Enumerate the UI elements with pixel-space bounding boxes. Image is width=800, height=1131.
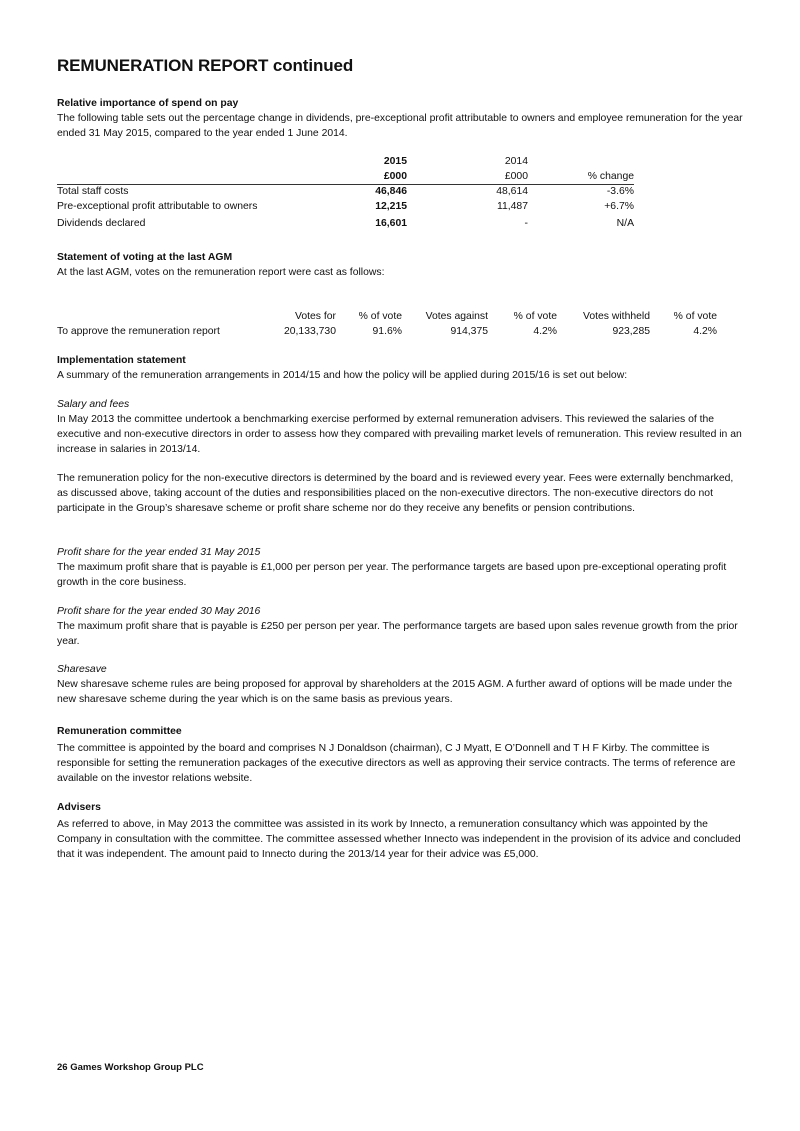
row-2015: 16,601 bbox=[375, 218, 407, 229]
voting-heading: Statement of voting at the last AGM bbox=[57, 252, 233, 263]
votes-for-pct: 91.6% bbox=[372, 326, 402, 337]
implementation-intro: A summary of the remuneration arrangements in 2014/15 and how the policy will be applied during 2015/16 is set out below: bbox=[57, 370, 628, 381]
col-year-2014: 2014 bbox=[504, 156, 528, 167]
row-change: N/A bbox=[616, 218, 634, 229]
spend-table bbox=[57, 154, 747, 234]
implementation-heading: Implementation statement bbox=[57, 355, 186, 366]
votes-withheld-pct: 4.2% bbox=[693, 326, 717, 337]
salary-paragraph-2: The remuneration policy for the non-executive directors is determined by the board and is reviewed every year. Fees were externally benchmarked, as discussed above, taking account of the duties and responsibilities placed on the non-executive directors. The non-executive directors do not participate in the Group’s sharesave scheme or profit share scheme nor do they receive any benefits or pension contributions. bbox=[57, 473, 734, 514]
row-2015: 12,215 bbox=[375, 201, 407, 212]
spend-intro: The following table sets out the percentage change in dividends, pre-exceptional profit attributable to owners and employee remuneration for the year ended 31 May 2015, compared to the year ended 1 June 2014. bbox=[57, 113, 743, 139]
row-label: To approve the remuneration report bbox=[57, 326, 220, 337]
row-change: +6.7% bbox=[604, 201, 634, 212]
row-2014: 11,487 bbox=[496, 201, 528, 212]
row-label: Pre-exceptional profit attributable to owners bbox=[57, 201, 258, 212]
votes-against: 914,375 bbox=[450, 326, 488, 337]
col-change: % change bbox=[587, 171, 634, 182]
advisers-section bbox=[57, 800, 747, 862]
advisers-heading: Advisers bbox=[57, 802, 101, 813]
row-label: Dividends declared bbox=[57, 218, 146, 229]
committee-text: The committee is appointed by the board and comprises N J Donaldson (chairman), C J Myatt, E O’Donnell and T H F Kirby. The committee is responsible for setting the remuneration packages of the executive directors as well as approving their service contracts. The terms of reference are available on the investor relations website. bbox=[57, 743, 736, 784]
profit-2016-heading: Profit share for the year ended 30 May 2016 bbox=[57, 606, 261, 617]
voting-header: % of vote bbox=[513, 311, 557, 322]
page-footer: 26 Games Workshop Group PLC bbox=[57, 1062, 204, 1073]
row-2014: - bbox=[524, 218, 528, 229]
votes-withheld: 923,285 bbox=[612, 326, 650, 337]
sharesave-section bbox=[57, 662, 747, 707]
col-unit-2015: £000 bbox=[383, 171, 407, 182]
votes-for: 20,133,730 bbox=[283, 326, 336, 337]
salary-paragraph-1: In May 2013 the committee undertook a benchmarking exercise performed by external remuneration advisers. This reviewed the salaries of the executive and non-executive directors in order to assess how they compared with prevailing market levels of remuneration. This review resulted in an increase in salaries in 2013/14. bbox=[57, 414, 742, 455]
profit-2015-section bbox=[57, 545, 747, 590]
voting-section bbox=[57, 250, 747, 280]
table-rule bbox=[57, 184, 634, 185]
spend-section bbox=[57, 96, 747, 141]
voting-header: % of vote bbox=[358, 311, 402, 322]
voting-header: % of vote bbox=[673, 311, 717, 322]
implementation-section bbox=[57, 353, 747, 383]
voting-header: Votes withheld bbox=[582, 311, 650, 322]
sharesave-text: New sharesave scheme rules are being proposed for approval by shareholders at the 2015 AGM. A further award of options will be made under the new sharesave scheme during the year which is on the same basis as previous years. bbox=[57, 679, 733, 705]
row-label: Total staff costs bbox=[57, 186, 129, 197]
profit-2016-section bbox=[57, 604, 747, 649]
salary-section-2 bbox=[57, 471, 747, 516]
row-2015: 46,846 bbox=[375, 186, 407, 197]
profit-2015-text: The maximum profit share that is payable is £1,000 per person per year. The performance targets are based upon pre-exceptional operating profit growth in the core business. bbox=[57, 562, 727, 588]
salary-heading: Salary and fees bbox=[57, 399, 130, 410]
voting-intro: At the last AGM, votes on the remuneration report were cast as follows: bbox=[57, 267, 385, 278]
profit-2015-heading: Profit share for the year ended 31 May 2015 bbox=[57, 547, 261, 558]
row-2014: 48,614 bbox=[496, 186, 528, 197]
spend-heading: Relative importance of spend on pay bbox=[57, 98, 239, 109]
salary-section bbox=[57, 397, 747, 457]
committee-section bbox=[57, 724, 747, 786]
col-year-2015: 2015 bbox=[383, 156, 407, 167]
page-title: REMUNERATION REPORT continued bbox=[57, 56, 354, 75]
voting-header: Votes against bbox=[425, 311, 488, 322]
voting-header: Votes for bbox=[294, 311, 336, 322]
votes-against-pct: 4.2% bbox=[533, 326, 557, 337]
profit-2016-text: The maximum profit share that is payable is £250 per person per year. The performance targets are based upon sales revenue growth from the prior year. bbox=[57, 621, 738, 647]
row-change: -3.6% bbox=[606, 186, 634, 197]
sharesave-heading: Sharesave bbox=[57, 664, 107, 675]
advisers-text: As referred to above, in May 2013 the committee was assisted in its work by Innecto, a remuneration consultancy which was appointed by the Company in consultation with the committee. The committee assessed whether Innecto was independent in the provision of its advice and concluded that it was independent. The amount paid to Innecto during the 2013/14 year for their advice was £5,000. bbox=[57, 819, 741, 860]
col-unit-2014: £000 bbox=[504, 171, 528, 182]
voting-table bbox=[57, 309, 747, 341]
committee-heading: Remuneration committee bbox=[57, 726, 182, 737]
